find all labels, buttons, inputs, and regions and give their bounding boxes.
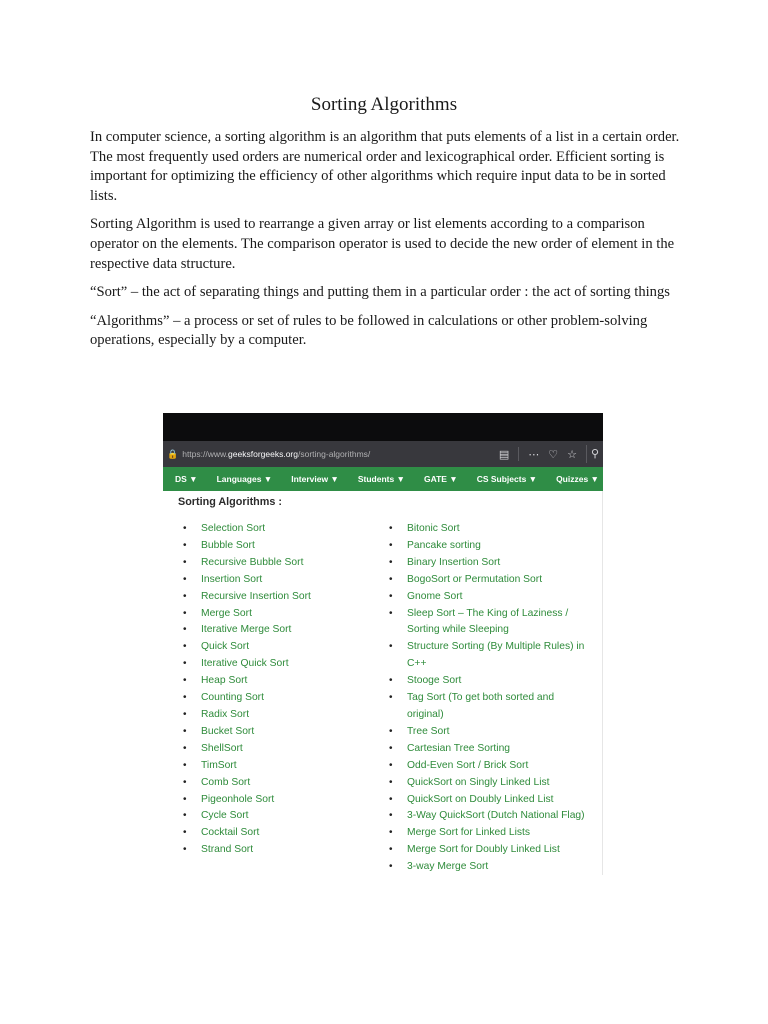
right-item: • Merge Sort for Doubly Linked List xyxy=(387,842,587,859)
left-item: • Recursive Bubble Sort xyxy=(181,555,381,572)
content-edge xyxy=(602,491,603,875)
left-item: • Pigeonhole Sort xyxy=(181,792,381,809)
page-content xyxy=(163,491,603,873)
separator xyxy=(518,447,519,461)
nav-item-ds: DS ▼ xyxy=(175,474,198,484)
right-item: • 3-Way QuickSort (Dutch National Flag) xyxy=(387,808,587,825)
nav-item-cs-subjects: CS Subjects ▼ xyxy=(476,474,538,484)
right-item: • Pancake sorting xyxy=(387,538,587,555)
list-heading: Sorting Algorithms : xyxy=(178,496,282,508)
paragraph-algorithm-definition: “Algorithms” – a process or set of rules to be followed in calculations or other problem-solving operations, especially by a computer. xyxy=(90,312,648,349)
left-item: • Bucket Sort xyxy=(181,724,381,741)
left-item: • Iterative Merge Sort xyxy=(181,622,381,639)
right-item: • Stooge Sort xyxy=(387,673,587,690)
lock-icon: 🔒 xyxy=(167,448,179,459)
nav-item-quizzes: Quizzes ▼ xyxy=(556,474,599,484)
right-item: • Odd-Even Sort / Brick Sort xyxy=(387,758,587,775)
right-item: • Bitonic Sort xyxy=(387,521,587,538)
right-item: • Structure Sorting (By Multiple Rules) in C++ xyxy=(387,639,587,673)
nav-item-languages: Languages ▼ xyxy=(216,474,273,484)
paragraph-sort-definition: “Sort” – the act of separating things and putting them in a particular order : the act of sorting things xyxy=(90,284,670,301)
right-item: • Sleep Sort – The King of Laziness / Sorting while Sleeping xyxy=(387,606,587,640)
right-item: • QuickSort on Doubly Linked List xyxy=(387,792,587,809)
right-item: • Tag Sort (To get both sorted and original) xyxy=(387,690,587,724)
right-item: • Merge Sort for Linked Lists xyxy=(387,825,587,842)
right-item: • Cartesian Tree Sorting xyxy=(387,741,587,758)
url-text: https://www.geeksforgeeks.org/sorting-algorithms/ xyxy=(182,449,371,459)
star-icon: ☆ xyxy=(567,448,577,461)
right-item: • 3-way Merge Sort xyxy=(387,859,587,875)
left-item: • Radix Sort xyxy=(181,707,381,724)
left-item: • Bubble Sort xyxy=(181,538,381,555)
right-item: • Binary Insertion Sort xyxy=(387,555,587,572)
left-item: • Comb Sort xyxy=(181,775,381,792)
left-item: • Merge Sort xyxy=(181,606,381,623)
right-item: • Gnome Sort xyxy=(387,589,587,606)
left-item: • Selection Sort xyxy=(181,521,381,538)
nav-item-gate: GATE ▼ xyxy=(423,474,458,484)
document-body xyxy=(90,128,680,360)
left-item: • Quick Sort xyxy=(181,639,381,656)
right-item: • QuickSort on Singly Linked List xyxy=(387,775,587,792)
left-item: • Insertion Sort xyxy=(181,572,381,589)
paragraph-intro: In computer science, a sorting algorithm is an algorithm that puts elements of a list in a certain order. The most frequently used orders are numerical order and lexicographical order. Efficient sorting is important for optimizing the efficiency of other algorithms which require input data to be in sorted lists. xyxy=(90,129,680,204)
nav-item-interview: Interview ▼ xyxy=(291,474,339,484)
left-algorithm-list xyxy=(181,521,381,859)
browser-address-bar xyxy=(163,441,603,467)
right-item: • BogoSort or Permutation Sort xyxy=(387,572,587,589)
right-algorithm-list xyxy=(387,521,587,875)
reader-view-icon: ▤ xyxy=(498,448,510,461)
left-item: • Cocktail Sort xyxy=(181,825,381,842)
left-item: • Recursive Insertion Sort xyxy=(181,589,381,606)
embedded-browser-screenshot xyxy=(163,413,603,875)
right-item: • Tree Sort xyxy=(387,724,587,741)
left-item: • ShellSort xyxy=(181,741,381,758)
search-icon: ⚲ xyxy=(586,445,603,463)
site-navbar xyxy=(163,467,603,491)
address-bar-icons xyxy=(499,441,603,467)
pocket-icon: ♡ xyxy=(548,448,559,461)
document-title: Sorting Algorithms xyxy=(310,94,458,115)
nav-item-students: Students ▼ xyxy=(357,474,405,484)
left-item: • Strand Sort xyxy=(181,842,381,859)
left-item: • TimSort xyxy=(181,758,381,775)
left-item: • Cycle Sort xyxy=(181,808,381,825)
paragraph-purpose: Sorting Algorithm is used to rearrange a given array or list elements according to a comparison operator on the elements. The comparison operator is used to decide the new order of element in the respective data structure. xyxy=(90,216,675,272)
more-icon: ⋯ xyxy=(528,448,540,461)
left-item: • Counting Sort xyxy=(181,690,381,707)
left-item: • Iterative Quick Sort xyxy=(181,656,381,673)
browser-titlebar xyxy=(163,413,603,441)
left-item: • Heap Sort xyxy=(181,673,381,690)
